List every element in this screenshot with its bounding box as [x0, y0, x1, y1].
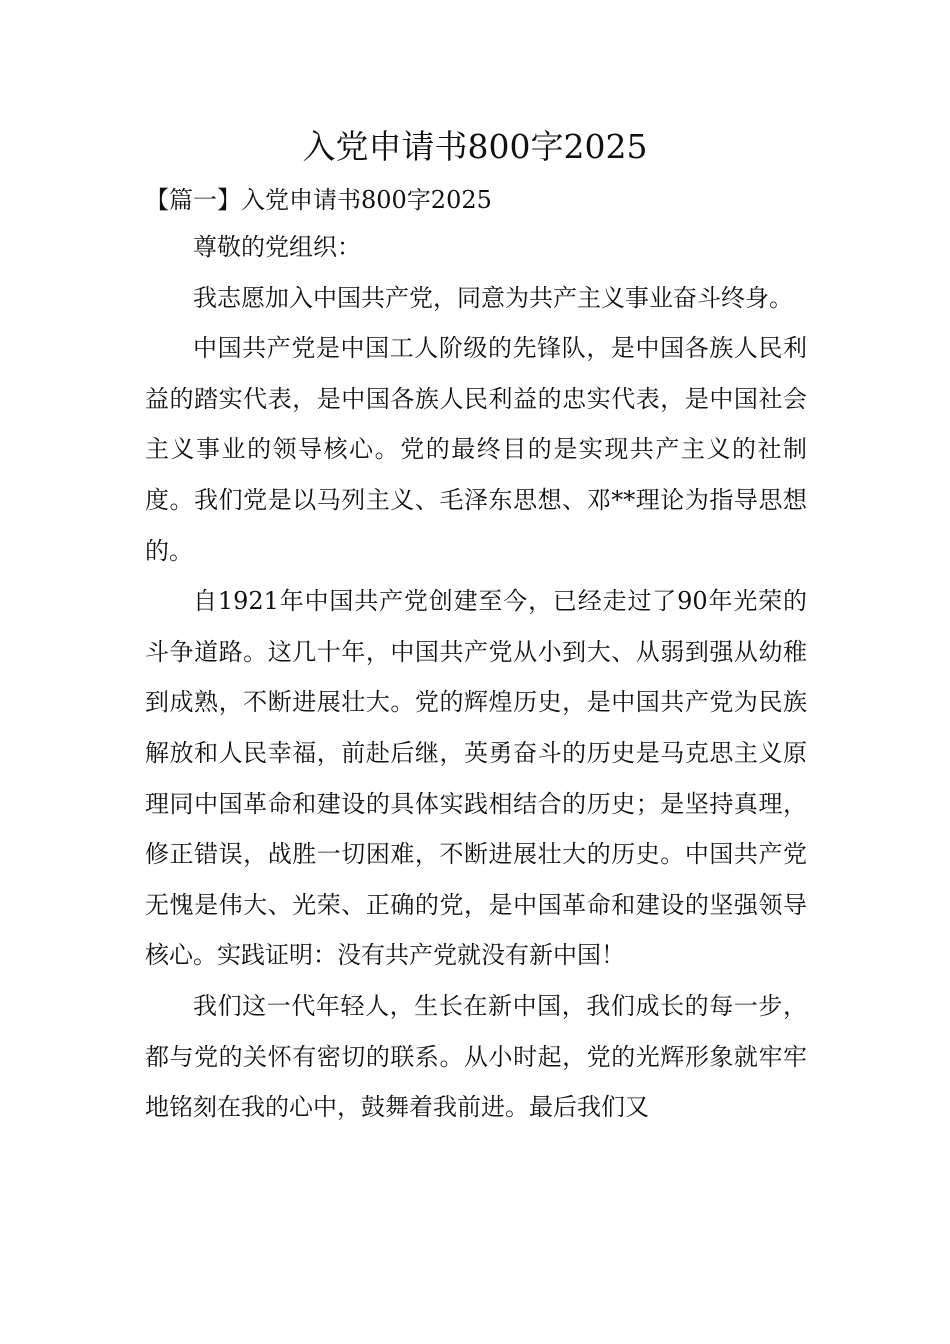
document-title: 入党申请书800字2025	[302, 127, 648, 166]
paragraph: 我们这一代年轻人，生长在新中国，我们成长的每一步，都与党的关怀有密切的联系。从小时起，党的光辉形象就牢牢地铭刻在我的心中，鼓舞着我前进。最后我们又	[145, 991, 807, 1122]
section-heading: 【篇一】入党申请书800字2025	[145, 186, 492, 214]
salutation: 尊敬的党组织：	[193, 233, 361, 261]
paragraph: 中国共产党是中国工人阶级的先锋队，是中国各族人民利益的踏实代表，是中国各族人民利益的忠实代表，是中国社会主义事业的领导核心。党的最终目的是实现共产主义的社制度。我们党是以马列主义、毛泽东思想、邓**理论为指导思想的。	[145, 334, 807, 565]
paragraph: 我志愿加入中国共产党，同意为共产主义事业奋斗终身。	[193, 283, 793, 312]
document-body	[145, 222, 807, 1133]
paragraph: 自1921年中国共产党创建至今，已经走过了90年光荣的斗争道路。这几十年，中国共产党从小到大、从弱到强从幼稚到成熟，不断进展壮大。党的辉煌历史，是中国共产党为民族解放和人民幸福，前赴后继，英勇奋斗的历史是马克思主义原理同中国革命和建设的具体实践相结合的历史；是坚持真理，修正错误，战胜一切困难，不断进展壮大的历史。中国共产党无愧是伟大、光荣、正确的党，是中国革命和建设的坚强领导核心。实践证明：没有共产党就没有新中国！	[145, 587, 807, 970]
